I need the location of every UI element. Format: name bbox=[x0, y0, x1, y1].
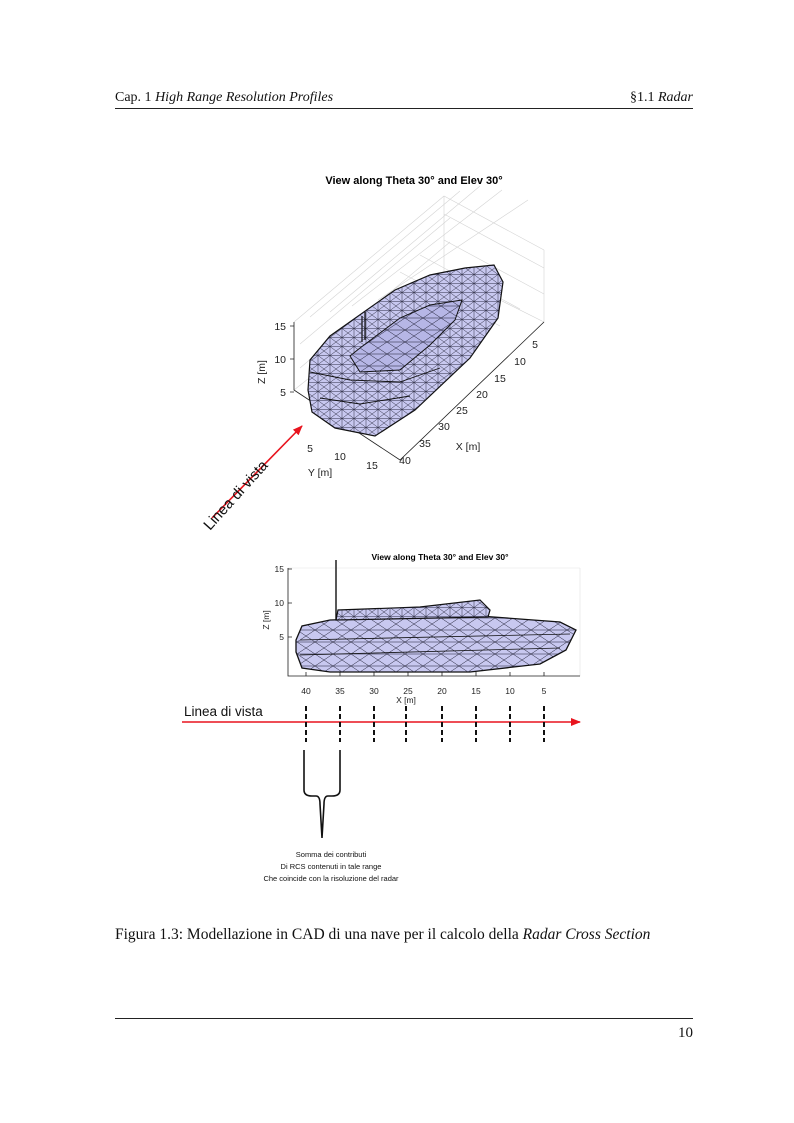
top-x-tick: 35 bbox=[419, 438, 431, 450]
caption-emphasis: Radar Cross Section bbox=[522, 926, 651, 943]
top-z-ticks bbox=[274, 321, 286, 399]
ship-hull-3d bbox=[308, 265, 503, 436]
annotation-line: Di RCS contenuti in tale range bbox=[280, 862, 382, 871]
annotation-line: Che coincide con la risoluzione del radar bbox=[263, 874, 399, 883]
top-y-axis-label: Y [m] bbox=[307, 467, 333, 479]
section-heading: §1.1 Radar bbox=[630, 90, 693, 105]
bottom-x-ticks bbox=[301, 686, 546, 696]
top-sight-label: Linea di vista bbox=[200, 457, 272, 534]
top-plot-title: View along Theta 30° and Elev 30° bbox=[325, 175, 503, 187]
top-z-tick: 5 bbox=[280, 387, 286, 399]
chapter-heading: Cap. 1 High Range Resolution Profiles bbox=[115, 90, 334, 105]
top-x-tick: 20 bbox=[476, 389, 488, 401]
top-z-axis-label: Z [m] bbox=[256, 360, 268, 384]
bottom-x-tick: 30 bbox=[369, 686, 379, 696]
caption-text: Modellazione in CAD di una nave per il calcolo della bbox=[186, 926, 519, 943]
bottom-x-tick: 25 bbox=[403, 686, 413, 696]
bottom-z-tick: 5 bbox=[279, 632, 284, 642]
annotation-line: Somma dei contributi bbox=[295, 850, 367, 859]
page-number: 10 bbox=[678, 1025, 693, 1041]
top-x-tick: 10 bbox=[514, 356, 526, 368]
bottom-x-tick: 35 bbox=[335, 686, 345, 696]
top-x-tick: 25 bbox=[456, 405, 468, 417]
top-x-tick: 5 bbox=[532, 339, 538, 351]
range-bin-markers bbox=[306, 706, 544, 742]
bottom-z-tick: 15 bbox=[274, 564, 284, 574]
bottom-z-ticks bbox=[275, 564, 285, 642]
footer-rule bbox=[115, 1018, 693, 1019]
bottom-x-tick: 5 bbox=[541, 686, 547, 696]
bottom-plot-title: View along Theta 30° and Elev 30° bbox=[371, 552, 509, 562]
bottom-x-tick: 40 bbox=[301, 686, 311, 696]
bottom-x-tick: 20 bbox=[437, 686, 447, 696]
top-x-tick: 15 bbox=[494, 373, 506, 385]
top-x-axis-label: X [m] bbox=[455, 441, 481, 453]
bottom-x-tick: 15 bbox=[471, 686, 481, 696]
top-z-tick: 15 bbox=[274, 321, 286, 333]
top-x-tick: 30 bbox=[438, 421, 450, 433]
bottom-z-axis-label: Z [m] bbox=[261, 610, 271, 630]
bottom-z-tick: 10 bbox=[274, 598, 284, 608]
bottom-x-axis-label: X [m] bbox=[396, 695, 416, 705]
range-bracket bbox=[304, 750, 340, 838]
top-y-tick: 15 bbox=[366, 460, 378, 472]
range-annotation bbox=[263, 850, 399, 883]
ship-hull-side bbox=[296, 560, 576, 672]
top-z-tick: 10 bbox=[274, 354, 286, 366]
bottom-x-tick: 10 bbox=[505, 686, 515, 696]
top-x-tick: 40 bbox=[399, 455, 411, 467]
figure-caption bbox=[115, 926, 693, 944]
top-y-tick: 10 bbox=[334, 451, 346, 463]
caption-label: Figura 1.3: bbox=[115, 926, 184, 943]
top-y-tick: 5 bbox=[307, 443, 313, 455]
bottom-sight-label: Linea di vista bbox=[184, 704, 263, 719]
bottom-plot bbox=[182, 552, 580, 883]
top-plot bbox=[200, 175, 544, 534]
